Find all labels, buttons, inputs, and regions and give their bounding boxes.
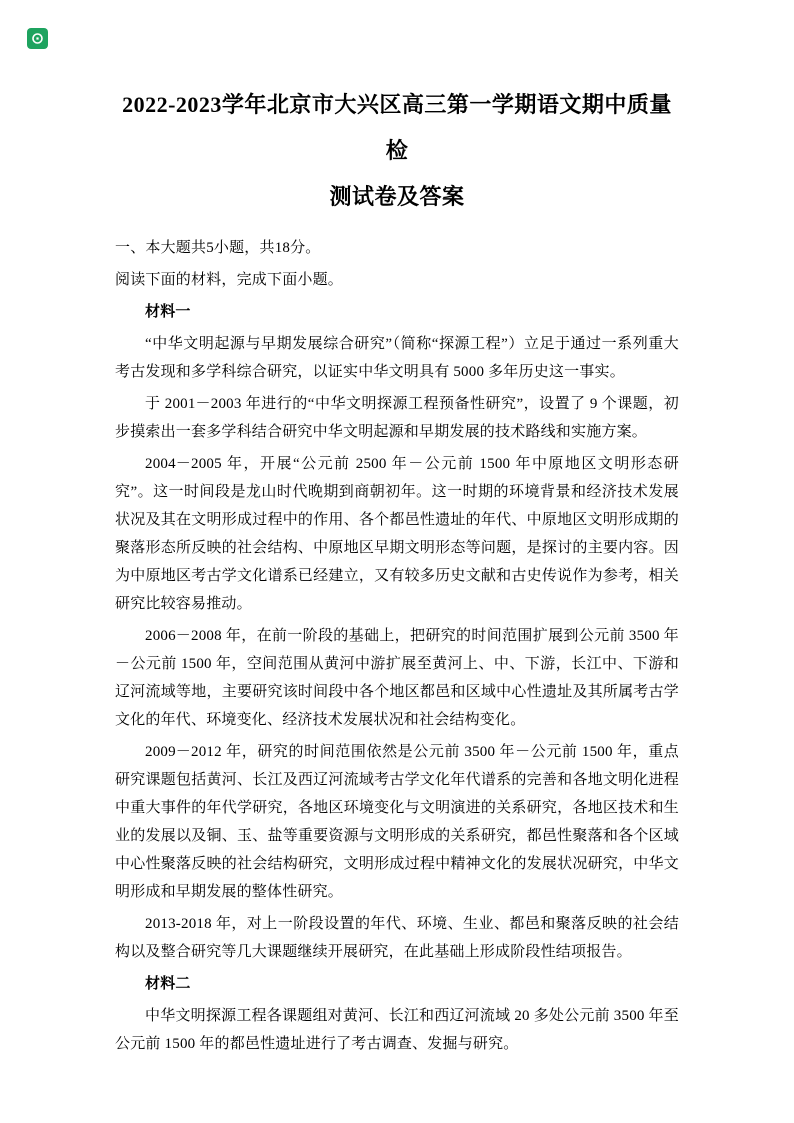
material-one-para-3: 2004－2005 年，开展“公元前 2500 年－公元前 1500 年中原地区文明形态研究”。这一时间段是龙山时代晚期到商朝初年。这一时期的环境背景和经济技术发展状况及其在文明形成过程中的作用、各个都邑性遗址的年代、中原地区文明形成期的聚落形态所反映的社会结构、中原地区早期文明形态等问题，是探讨的主要内容。因为中原地区考古学文化谱系已经建立，又有较多历史文献和古史传说作为参考，相关研究比较容易推动。: [115, 456, 679, 612]
material-one-para-2: 于 2001－2003 年进行的“中华文明探源工程预备性研究”，设置了 9 个课题，初步摸索出一套多学科结合研究中华文明起源和早期发展的技术路线和实施方案。: [115, 396, 679, 440]
title-line-2: 测试卷及答案: [329, 184, 465, 209]
corner-logo-icon: [27, 28, 48, 49]
logo-glyph-icon: [31, 32, 44, 45]
material-two-heading: 材料二: [145, 976, 191, 992]
section-heading: 一、本大题共5小题，共18分。: [115, 240, 321, 256]
material-one-para-4: 2006－2008 年，在前一阶段的基础上，把研究的时间范围扩展到公元前 3500 年－公元前 1500 年，空间范围从黄河中游扩展至黄河上、中、下游，长江中、下游和辽河流域等地，主要研究该时间段中各个地区都邑和区域中心性遗址及其所属考古学文化的年代、环境变化、经济技术发展状况和社会结构变化。: [115, 628, 679, 728]
material-one-para-6: 2013-2018 年，对上一阶段设置的年代、环境、生业、都邑和聚落反映的社会结构以及整合研究等几大课题继续开展研究，在此基础上形成阶段性结项报告。: [115, 916, 679, 960]
material-one-para-5: 2009－2012 年，研究的时间范围依然是公元前 3500 年－公元前 1500 年，重点研究课题包括黄河、长江及西辽河流域考古学文化年代谱系的完善和各地文明化进程中重大事件的年代学研究，各地区环境变化与文明演进的关系研究，各地区技术和生业的发展以及铜、玉、盐等重要资源与文明形成的关系研究，都邑性聚落和各个区域中心性聚落反映的社会结构研究，文明形成过程中精神文化的发展状况研究，中华文明形成和早期发展的整体性研究。: [115, 744, 679, 900]
document-title: [115, 82, 679, 220]
reading-instruction: 阅读下面的材料，完成下面小题。: [115, 272, 344, 288]
material-two-para-1: 中华文明探源工程各课题组对黄河、长江和西辽河流域 20 多处公元前 3500 年至公元前 1500 年的都邑性遗址进行了考古调查、发掘与研究。: [115, 1008, 679, 1052]
material-one-heading: 材料一: [145, 304, 191, 320]
title-line-1: 2022-2023学年北京市大兴区高三第一学期语文期中质量检: [122, 92, 672, 163]
material-one-para-1: “中华文明起源与早期发展综合研究”（简称“探源工程”）立足于通过一系列重大考古发现和多学科综合研究，以证实中华文明具有 5000 多年历史这一事实。: [115, 336, 679, 380]
